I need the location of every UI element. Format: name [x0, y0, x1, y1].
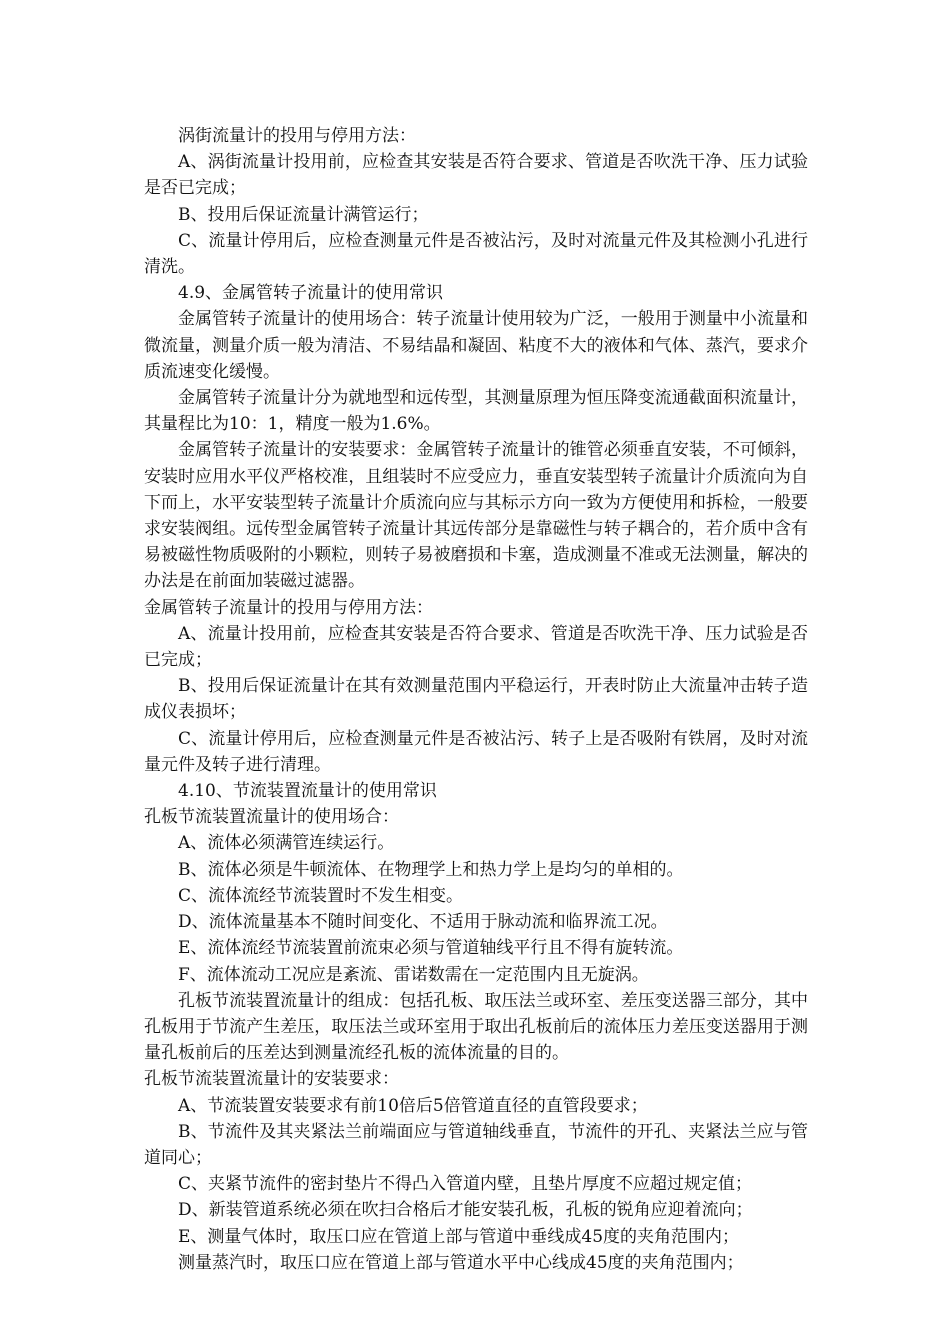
- section-heading-4-9: 4.9、金属管转子流量计的使用常识: [178, 283, 444, 304]
- paragraph-rotameter-item-c: C、流量计停用后，应检查测量元件是否被沾污、转子上是否吸附有铁屑，及时对流量元件及转子进行清理。: [144, 728, 808, 775]
- paragraph-orifice-install-steam: 测量蒸汽时，取压口应在管道上部与管道水平中心线成45度的夹角范围内；: [178, 1252, 744, 1273]
- paragraph-orifice-app-c: C、流体流经节流装置时不发生相变。: [178, 885, 464, 906]
- paragraph-orifice-app-a: A、流体必须满管连续运行。: [178, 833, 395, 854]
- paragraph-orifice-app-b: B、流体必须是牛顿流体、在物理学上和热力学上是均匀的单相的。: [178, 859, 684, 880]
- paragraph-vortex-item-a: A、涡街流量计投用前，应检查其安装是否符合要求、管道是否吹洗干净、压力试验是否已完成；: [144, 152, 808, 199]
- paragraph-orifice-install-d: D、新装管道系统必须在吹扫合格后才能安装孔板，孔板的锐角应迎着流向；: [178, 1200, 753, 1221]
- paragraph-orifice-app-f: F、流体流动工况应是紊流、雷诺数需在一定范围内且无旋涡。: [178, 964, 649, 985]
- paragraph-rotameter-item-b: B、投用后保证流量计在其有效测量范围内平稳运行，开表时防止大流量冲击转子造成仪表损坏；: [144, 676, 808, 723]
- paragraph-orifice-install-b: B、节流件及其夹紧法兰前端面应与管道轴线垂直，节流件的开孔、夹紧法兰应与管道同心；: [144, 1121, 808, 1168]
- section-heading-4-10: 4.10、节流装置流量计的使用常识: [178, 781, 437, 802]
- paragraph-orifice-app-e: E、流体流经节流装置前流束必须与管道轴线平行且不得有旋转流。: [178, 938, 684, 959]
- paragraph-orifice-app-d: D、流体流量基本不随时间变化、不适用于脉动流和临界流工况。: [178, 912, 668, 933]
- paragraph-vortex-item-b: B、投用后保证流量计满管运行；: [178, 204, 429, 225]
- paragraph-orifice-install-a: A、节流装置安装要求有前10倍后5倍管道直径的直管段要求；: [178, 1095, 648, 1116]
- paragraph-vortex-item-c: C、流量计停用后，应检查测量元件是否被沾污，及时对流量元件及其检测小孔进行清洗。: [144, 230, 808, 278]
- paragraph-orifice-install-e: E、测量气体时，取压口应在管道上部与管道中垂线成45度的夹角范围内；: [178, 1226, 740, 1247]
- paragraph-vortex-usage-heading: 涡街流量计的投用与停用方法：: [178, 126, 416, 146]
- paragraph-rotameter-usage-heading: 金属管转子流量计的投用与停用方法：: [144, 597, 433, 618]
- paragraph-rotameter-item-a: A、流量计投用前，应检查其安装是否符合要求、管道是否吹洗干净、压力试验是否已完成；: [144, 623, 808, 671]
- document-page: [144, 123, 808, 1276]
- paragraph-rotameter-types: 金属管转子流量计分为就地型和远传型，其测量原理为恒压降变流通截面积流量计，其量程比为10：1，精度一般为1.6%。: [144, 388, 808, 435]
- paragraph-rotameter-installation: 金属管转子流量计的安装要求：金属管转子流量计的锥管必须垂直安装，不可倾斜，安装时应用水平仪严格校准，且组装时不应受应力，垂直安装型转子流量计介质流向为自下而上，水平安装型转子流量计介质流向应与其标示方向一致为方便使用和拆检，一般要求安装阀组。远传型金属管转子流量计其远传部分是靠磁性与转子耦合的，若介质中含有易被磁性物质吸附的小颗粒，则转子易被磨损和卡塞，造成测量不准或无法测量，解决的办法是在前面加装磁过滤器。: [144, 440, 808, 592]
- paragraph-orifice-applications-heading: 孔板节流装置流量计的使用场合：: [144, 807, 399, 828]
- paragraph-orifice-composition: 孔板节流装置流量计的组成：包括孔板、取压法兰或环室、差压变送器三部分，其中孔板用于节流产生差压，取压法兰或环室用于取出孔板前后的流体压力差压变送器用于测量孔板前后的压差达到测量流经孔板的流体流量的目的。: [144, 990, 808, 1064]
- paragraph-orifice-install-c: C、夹紧节流件的密封垫片不得凸入管道内壁，且垫片厚度不应超过规定值；: [178, 1174, 753, 1195]
- paragraph-orifice-installation-heading: 孔板节流装置流量计的安装要求：: [144, 1069, 399, 1090]
- paragraph-rotameter-applications: 金属管转子流量计的使用场合：转子流量计使用较为广泛，一般用于测量中小流量和微流量，测量介质一般为清洁、不易结晶和凝固、粘度不大的液体和气体、蒸汽，要求介质流速变化缓慢。: [144, 309, 808, 382]
